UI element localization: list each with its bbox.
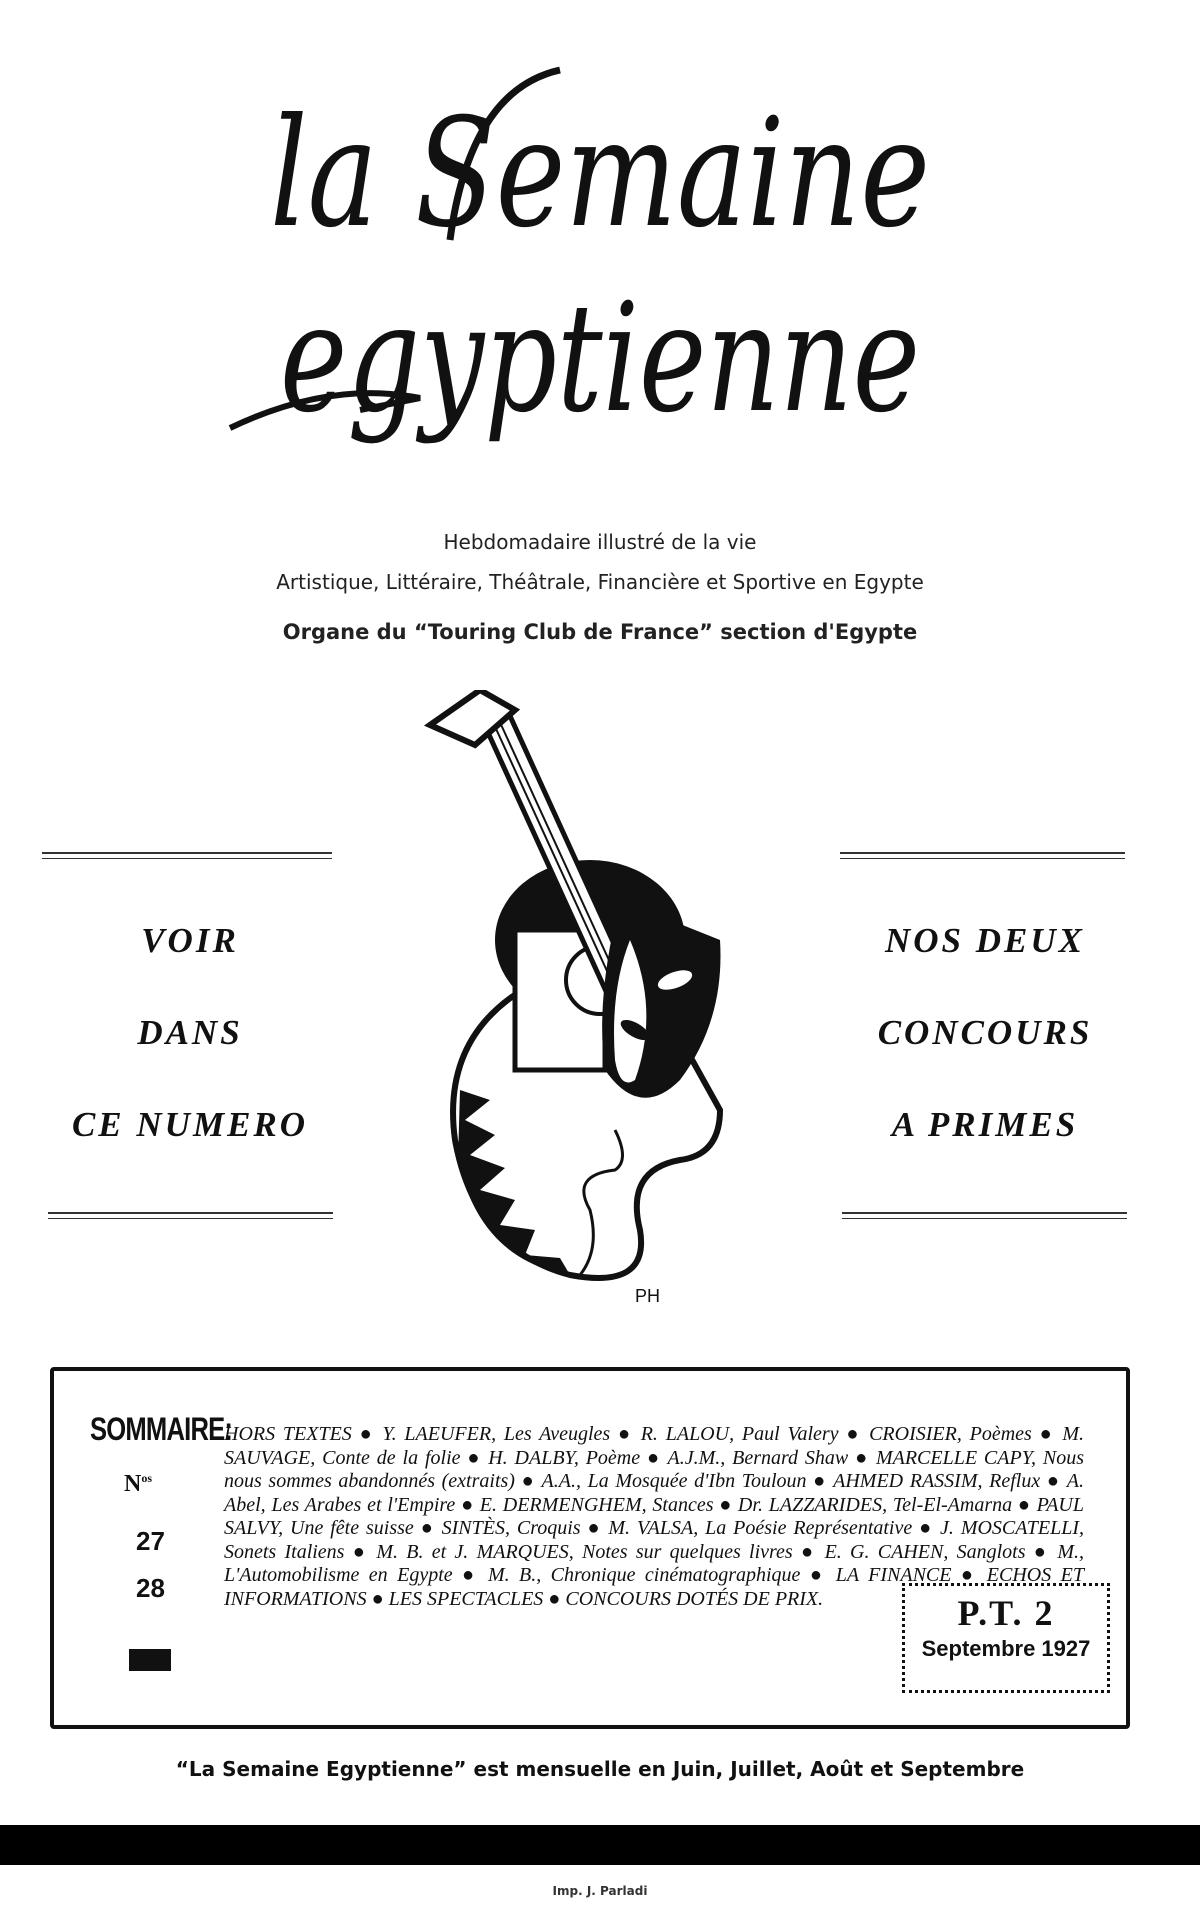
black-marker — [129, 1649, 171, 1671]
left-column-line: CE NUMERO — [71, 1105, 309, 1144]
issue-number: 27 — [136, 1526, 165, 1556]
masthead-logo — [0, 30, 1200, 500]
right-column-line: CONCOURS — [877, 1013, 1093, 1052]
sommaire-contents: HORS TEXTES ● Y. LAEUFER, Les Aveugles ● R. LALOU, Paul Valery ● CROISIER, Poèmes ● M. SAUVAGE, Conte de la folie ● H. DALBY, Poème ● A.J.M., Bernard Shaw ● MARCELLE CAPY, Nous nous sommes abandonnés (extraits) ● A.A., La Mosquée d'Ibn Touloun ● AHMED RASSIM, Reflux ● A. Abel, Les Arabes et l'Empire ● E. DERMENGHEM, Stances ● Dr. LAZZARIDES, Tel-El-Amarna ● PAUL SALVY, Une fête suisse ● SINTÈS, Croquis ● M. VALSA, La Poésie Représentative ● J. MOSCATELLI, Sonets Italiens ● M. B. et J. MARQUES, Notes sur quelques livres ● E. G. CAHEN, Sanglots ● M., L'Automobilisme en Egypte ● M. B., Chronique cinématographique ● LA FINANCE ● ECHOS ET INFORMATIONS ● LES SPECTACLES ● CONCOURS DOTÉS DE PRIX. — [224, 1423, 1084, 1610]
masthead-title-line2: egyptienne — [280, 272, 920, 446]
imprint: Imp. J. Parladi — [552, 1884, 648, 1898]
left-bottom-rule — [48, 1212, 333, 1222]
guitar-mask-palette-illustration — [420, 690, 790, 1310]
issue-numbers-label: $N^{os}$ — [124, 1471, 153, 1497]
right-column-line: NOS DEUX — [884, 921, 1085, 960]
left-column-line: DANS — [137, 1013, 243, 1052]
issue-number: 28 — [136, 1573, 165, 1603]
subtitle-line1: Hebdomadaire illustré de la vie — [443, 530, 757, 554]
black-bar — [0, 1825, 1200, 1865]
sommaire-label: SOMMAIRE: — [90, 1411, 233, 1447]
footer-note: “La Semaine Egyptienne” est mensuelle en Juin, Juillet, Août et Septembre — [175, 1757, 1025, 1781]
right-column-line: A PRIMES — [891, 1105, 1079, 1144]
right-bottom-rule — [842, 1212, 1127, 1222]
subtitle-line3: Organe du “Touring Club de France” section d'Egypte — [282, 620, 918, 644]
right-top-rule — [840, 852, 1125, 862]
artist-signature: PH — [635, 1286, 661, 1306]
right-column — [835, 895, 1135, 1171]
subtitle-line2: Artistique, Littéraire, Théâtrale, Financière et Sportive en Egypte — [276, 570, 924, 594]
masthead-title-line1: la Semaine — [270, 87, 930, 261]
price-code: P.T. 2 — [957, 1593, 1055, 1633]
issue-date: Septembre 1927 — [921, 1636, 1091, 1661]
left-column-line: VOIR — [141, 921, 239, 960]
sommaire-box — [50, 1367, 1130, 1729]
price-box — [902, 1583, 1110, 1693]
left-top-rule — [42, 852, 332, 862]
left-column — [40, 895, 340, 1171]
